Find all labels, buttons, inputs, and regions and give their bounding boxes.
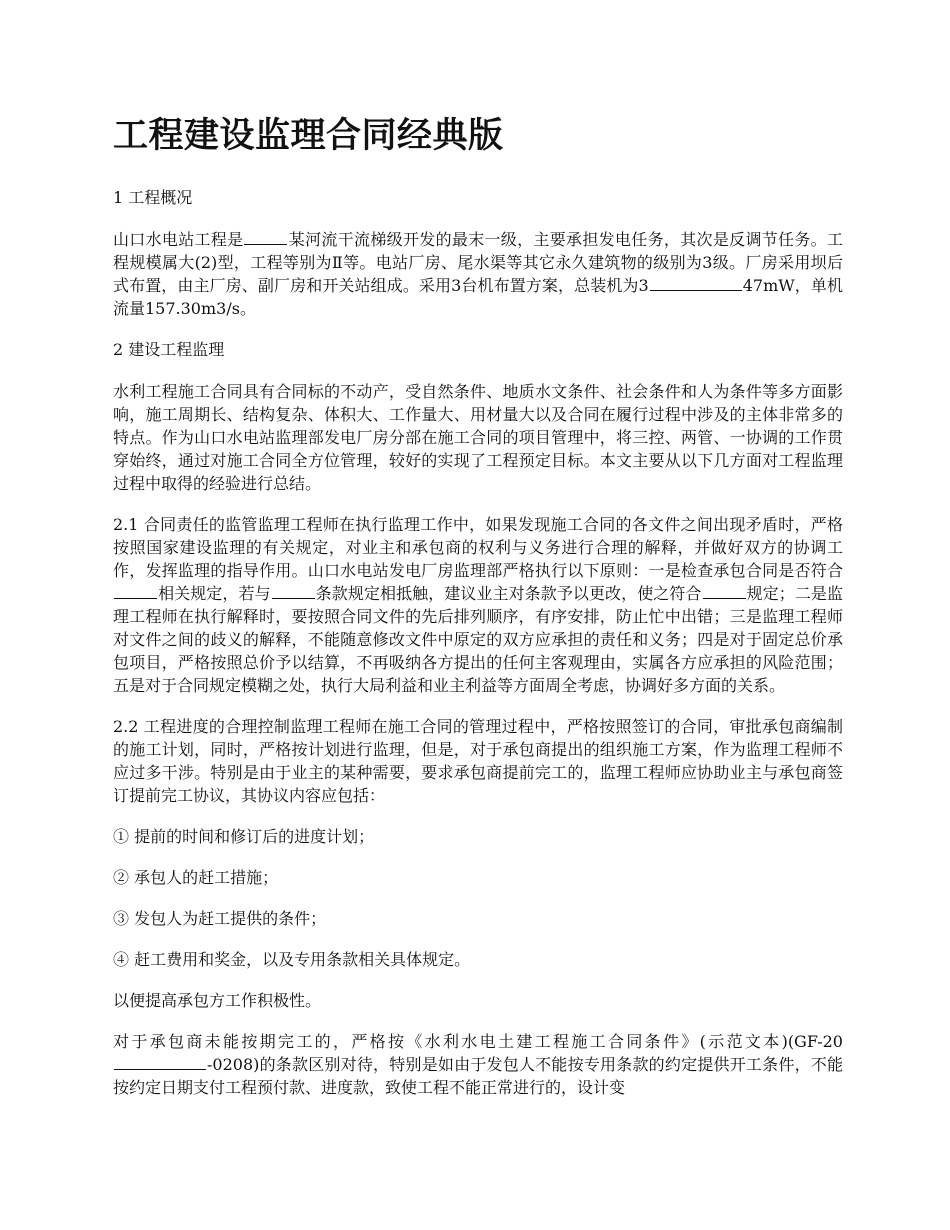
section-1-heading: 1 工程概况 <box>113 188 193 207</box>
text-run: 规定；二是监理工程师在执行解释时，要按照合同文件的先后排列顺序，有序安排，防止忙中出错；三是监理工程师对文件之间的歧义的解释，不能随意修改文件中原定的双方应承担的责任和义务；四是对于固定总价承包项目，严格按照总价予以结算，不再吸纳各方提出的任何主客观理由，实属各方应承担的风险范围；五是对于合同规定模糊之处，执行大局利益和业主利益等方面周全考虑，协调好多方面的关系。 <box>113 584 843 695</box>
text-run: -0208)的条款区别对待，特别是如由于发包人不能按专用条款的约定提供开工条件，不能按约定日期支付工程预付款、进度款，致使工程不能正常进行的，设计变 <box>113 1055 843 1097</box>
fill-blank <box>114 582 157 599</box>
fill-blank <box>114 1053 206 1070</box>
closing-sentence: 以便提高承包方工作积极性。 <box>113 991 322 1010</box>
section-2-2-paragraph: 2.2 工程进度的合理控制监理工程师在施工合同的管理过程中，严格按照签订的合同，审批承包商编制的施工计划，同时，严格按计划进行监理，但是，对于承包商提出的组织施工方案，作为监理工程师不应过多干涉。特别是由于业主的某种需要，要求承包商提前完工的，监理工程师应协助业主与承包商签订提前完工协议，其协议内容应包括： <box>113 717 843 805</box>
section-2-heading: 2 建设工程监理 <box>113 340 225 359</box>
document-title: 工程建设监理合同经典版 <box>113 115 504 156</box>
text-run: 某河流干流梯级开发的最末一级，主要承担发电任务，其次是反调节任务。工程规模属大(2)型，工程等别为Ⅱ等。电站厂房、尾水渠等其它永久建筑物的级别为3级。厂房采用坝后式布置，由主厂房、副厂房和开关站组成。采用3台机布置方案，总装机为3 <box>113 230 843 295</box>
document-page <box>113 112 843 1117</box>
final-paragraph <box>113 1030 843 1099</box>
section-1-paragraph <box>113 228 843 320</box>
fill-blank <box>650 274 742 291</box>
fill-blank <box>703 582 746 599</box>
list-item: ② 承包人的赶工措施； <box>113 868 279 887</box>
fill-blank <box>272 582 315 599</box>
section-2-paragraph: 水利工程施工合同具有合同标的不动产，受自然条件、地质水文条件、社会条件和人为条件等多方面影响，施工周期长、结构复杂、体积大、工作量大、用材量大以及合同在履行过程中涉及的主体非常多的特点。作为山口水电站监理部发电厂房分部在施工合同的项目管理中，将三控、两管、一协调的工作贯穿始终，通过对施工合同全方位管理，较好的实现了工程预定目标。本文主要从以下几方面对工程监理过程中取得的经验进行总结。 <box>113 382 843 493</box>
text-run: 2.1 合同责任的监管监理工程师在执行监理工作中，如果发现施工合同的各文件之间出现矛盾时，严格按照国家建设监理的有关规定，对业主和承包商的权利与义务进行合理的解释，并做好双方的协调工作，发挥监理的指导作用。山口水电站发电厂房监理部严格执行以下原则：一是检查承包合同是否符合 <box>113 515 843 580</box>
fill-blank <box>244 228 287 245</box>
text-run: 条款规定相抵触，建议业主对条款予以更改，使之符合 <box>315 584 702 603</box>
list-item: ④ 赶工费用和奖金，以及专用条款相关具体规定。 <box>113 950 471 969</box>
text-run: 对于承包商未能按期完工的，严格按《水利水电土建工程施工合同条件》(示范文本)(GF-20 <box>113 1032 843 1051</box>
text-run: 山口水电站工程是 <box>113 230 244 249</box>
list-item: ③ 发包人为赶工提供的条件； <box>113 909 327 928</box>
text-run: 47mW，单机流量157.30m3/s。 <box>113 276 843 318</box>
text-run: 相关规定，若与 <box>158 584 271 603</box>
section-2-1-paragraph <box>113 513 843 697</box>
list-item: ① 提前的时间和修订后的进度计划； <box>113 827 375 846</box>
